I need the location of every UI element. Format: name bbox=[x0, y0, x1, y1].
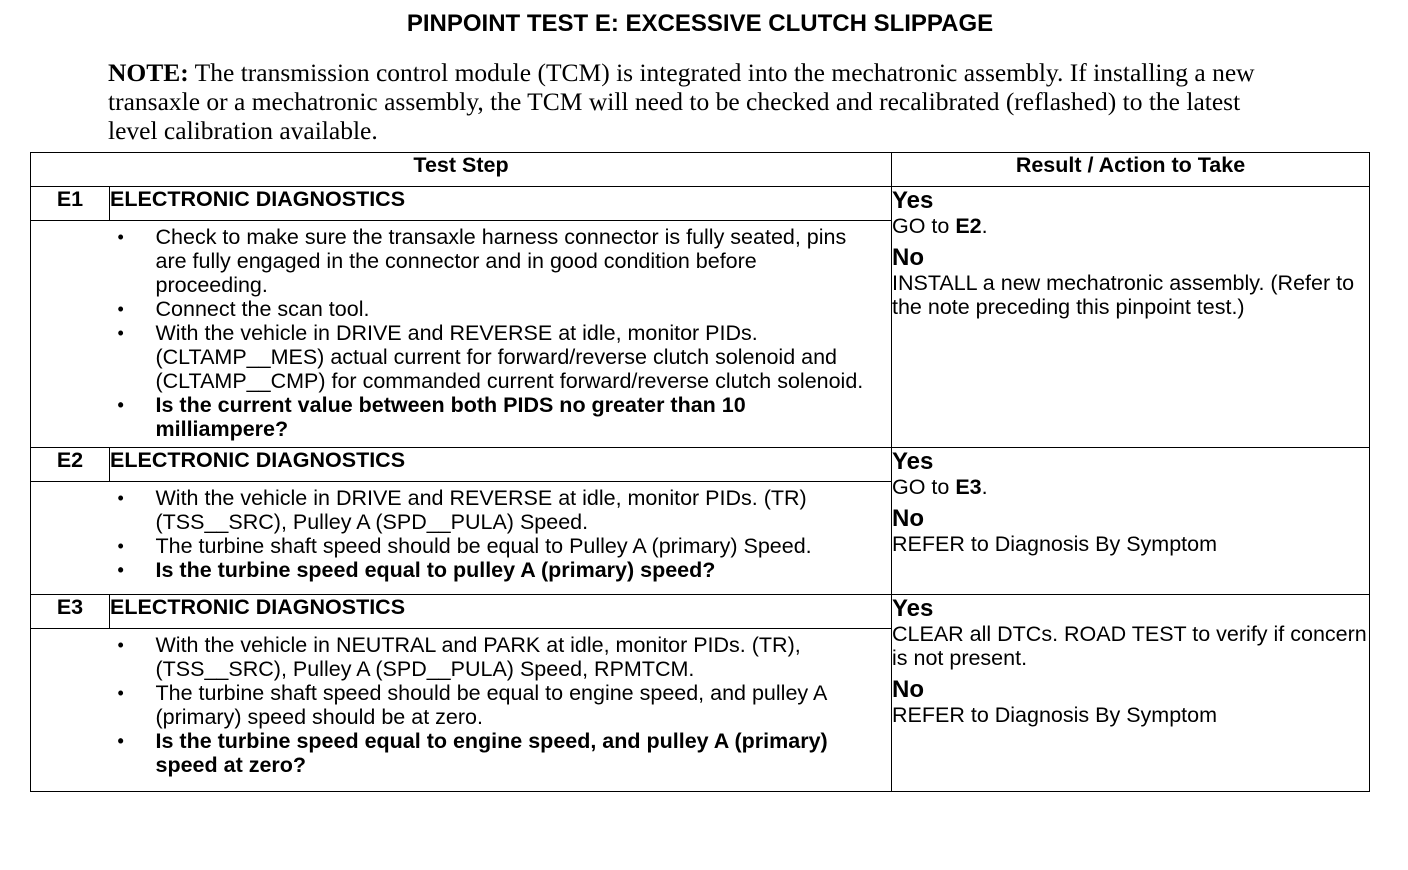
list-item-text: With the vehicle in NEUTRAL and PARK at idle, monitor PIDs. (TR), (TSS__SRC), Pulley A (SPD__PULA) Speed, RPMTCM. bbox=[155, 633, 801, 681]
yes-action-end: . bbox=[981, 214, 988, 238]
bullet-icon: • bbox=[117, 299, 124, 319]
note-text: The transmission control module (TCM) is integrated into the mechatronic assembly. If installing a new transaxle or a mechatronic assembly, the TCM will need to be checked and recalibrated (reflashed) to the latest level calibration available. bbox=[108, 58, 1255, 145]
step-body bbox=[110, 629, 892, 792]
bullet-icon: • bbox=[117, 560, 124, 580]
list-item-text: Connect the scan tool. bbox=[155, 297, 370, 321]
list-item bbox=[110, 321, 872, 393]
list-item-text: With the vehicle in DRIVE and REVERSE at idle, monitor PIDs. (TR) (TSS__SRC), Pulley A (SPD__PULA) Speed. bbox=[155, 486, 807, 534]
test-question bbox=[110, 729, 872, 777]
page-title: PINPOINT TEST E: EXCESSIVE CLUTCH SLIPPAGE bbox=[406, 10, 994, 37]
test-question bbox=[110, 393, 872, 441]
bullet-icon: • bbox=[117, 536, 124, 556]
step-body bbox=[110, 482, 892, 595]
test-question-text: Is the turbine speed equal to engine speed, and pulley A (primary) speed at zero? bbox=[155, 729, 828, 777]
step-body-spacer bbox=[31, 629, 110, 792]
result-cell-e3 bbox=[892, 595, 1370, 792]
test-question-text: Is the current value between both PIDS no greater than 10 milliampere? bbox=[155, 393, 746, 441]
step-body-spacer bbox=[31, 221, 110, 448]
step-body-spacer bbox=[31, 482, 110, 595]
test-question bbox=[110, 558, 872, 582]
list-item bbox=[110, 225, 872, 297]
bullet-icon: • bbox=[117, 323, 124, 343]
step-bullet-list bbox=[110, 225, 872, 441]
list-item bbox=[110, 534, 872, 558]
no-action: INSTALL a new mechatronic assembly. (Refer to the note preceding this pinpoint test.) bbox=[892, 271, 1355, 319]
pinpoint-test-table bbox=[30, 152, 1370, 792]
yes-label: Yes bbox=[892, 448, 934, 475]
yes-action-text: GO to bbox=[892, 475, 956, 499]
yes-action-text: GO to bbox=[892, 214, 956, 238]
list-item-text: The turbine shaft speed should be equal to engine speed, and pulley A (primary) speed should be at zero. bbox=[155, 681, 827, 729]
list-item bbox=[110, 681, 872, 729]
result-cell-e2 bbox=[892, 448, 1370, 595]
step-number: E1 bbox=[31, 187, 110, 221]
list-item-text: With the vehicle in DRIVE and REVERSE at idle, monitor PIDs. (CLTAMP__MES) actual current for forward/reverse clutch solenoid and (CLTAMP__CMP) for commanded current forward/reverse clutch solenoid. bbox=[155, 321, 864, 393]
yes-label: Yes bbox=[892, 187, 934, 214]
no-label: No bbox=[892, 505, 924, 532]
step-title-row-e1 bbox=[31, 187, 1370, 221]
no-action: REFER to Diagnosis By Symptom bbox=[892, 703, 1217, 727]
step-title-row-e3 bbox=[31, 595, 1370, 629]
step-bullet-list bbox=[110, 486, 872, 582]
bullet-icon: • bbox=[117, 635, 124, 655]
step-body bbox=[110, 221, 892, 448]
yes-action: CLEAR all DTCs. ROAD TEST to verify if concern is not present. bbox=[892, 622, 1367, 670]
list-item bbox=[110, 633, 872, 681]
no-label: No bbox=[892, 676, 924, 703]
yes-label: Yes bbox=[892, 595, 934, 622]
list-item-text: Check to make sure the transaxle harness connector is fully seated, pins are fully engaged in the connector and in good condition before proceeding. bbox=[155, 225, 847, 297]
yes-action bbox=[892, 214, 1369, 238]
result-cell-e1 bbox=[892, 187, 1370, 448]
no-label: No bbox=[892, 244, 924, 271]
step-title: ELECTRONIC DIAGNOSTICS bbox=[110, 187, 892, 221]
header-test-step: Test Step bbox=[31, 153, 892, 187]
test-question-text: Is the turbine speed equal to pulley A (primary) speed? bbox=[155, 558, 716, 582]
yes-target-step: E2 bbox=[955, 214, 982, 238]
step-title-row-e2 bbox=[31, 448, 1370, 482]
step-title: ELECTRONIC DIAGNOSTICS bbox=[110, 448, 892, 482]
yes-action-end: . bbox=[981, 475, 988, 499]
yes-target-step: E3 bbox=[955, 475, 982, 499]
step-title: ELECTRONIC DIAGNOSTICS bbox=[110, 595, 892, 629]
bullet-icon: • bbox=[117, 488, 124, 508]
note-label: NOTE: bbox=[108, 58, 189, 87]
no-action: REFER to Diagnosis By Symptom bbox=[892, 532, 1217, 556]
list-item-text: The turbine shaft speed should be equal to Pulley A (primary) Speed. bbox=[155, 534, 812, 558]
note-paragraph bbox=[108, 58, 1283, 145]
bullet-icon: • bbox=[117, 395, 124, 415]
step-bullet-list bbox=[110, 633, 872, 777]
step-number: E2 bbox=[31, 448, 110, 482]
list-item bbox=[110, 297, 872, 321]
header-result-action: Result / Action to Take bbox=[892, 153, 1370, 187]
step-number: E3 bbox=[31, 595, 110, 629]
yes-action bbox=[892, 475, 1369, 499]
bullet-icon: • bbox=[117, 227, 124, 247]
table-header-row bbox=[31, 153, 1370, 187]
bullet-icon: • bbox=[117, 683, 124, 703]
list-item bbox=[110, 486, 872, 534]
bullet-icon: • bbox=[117, 731, 124, 751]
